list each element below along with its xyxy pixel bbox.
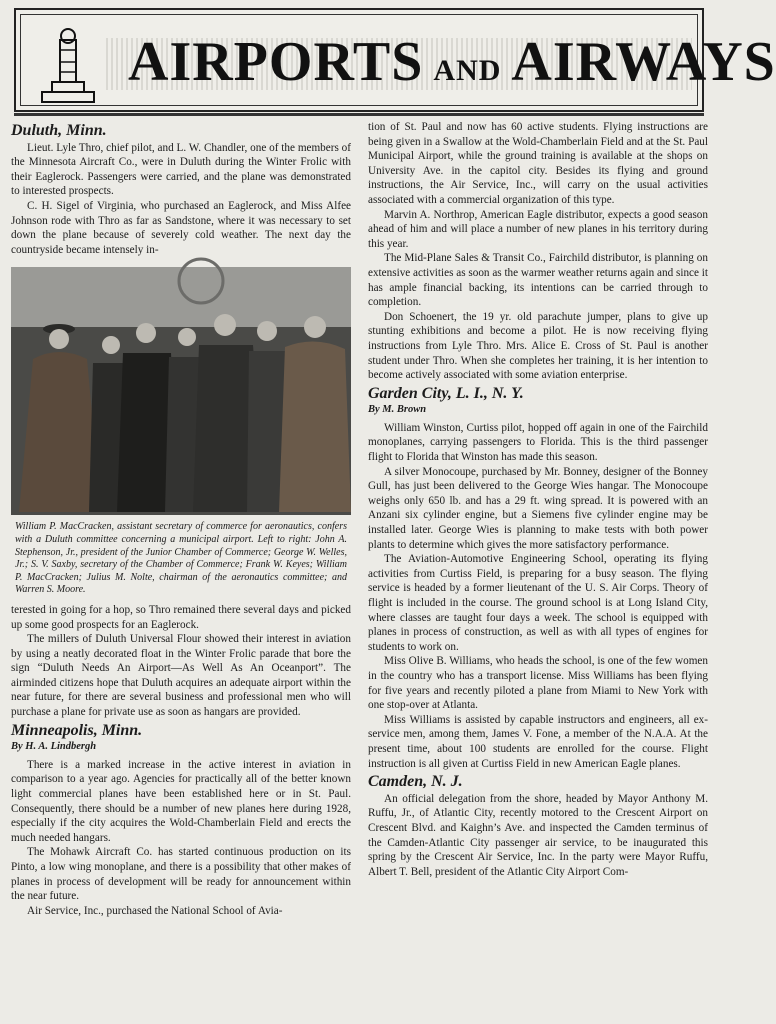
garden-city-byline: By M. Brown [368, 404, 427, 416]
minneapolis-paragraph-1: There is a marked increase in the active interest in aviation in comparison to a year ago. Agencies for practically all of the better known light commercial planes have been established here or in St. Paul. Consequently, there should be a number of new planes here during 1928, especially if the city acquires the Wold-Chamberlain Field and erects the much needed hangars. [11, 758, 351, 844]
delegation-photo [11, 267, 351, 515]
minneapolis-continued-paragraph-1: tion of St. Paul and now has 60 active students. Flying instructions are being given in a Swallow at the Wold-Chamberlain Field and at the St. Paul Municipal Airport, while the ground training is available at the shops on University Ave. in the capitol city. Besides its flying and ground instructions, the Air Service, Inc., will carry on the usual activities associated with a commercial organization of this type. [368, 121, 708, 206]
masthead-word-airports: AIRPORTS [128, 31, 424, 93]
duluth-paragraph-3: terested in going for a hop, so Thro remained there several days and picked up some good prospects for an Eaglerock. [11, 603, 351, 631]
masthead-rule [14, 113, 704, 116]
right-column [368, 120, 708, 1020]
duluth-paragraph-1: Lieut. Lyle Thro, chief pilot, and L. W. Chandler, one of the members of the Minnesota Aircraft Co., were in Duluth during the Winter Frolic with their Eaglerock. Passengers were carried, and the plane was demonstrated to interested prospects. [11, 141, 351, 198]
camden-paragraph-1: An official delegation from the shore, headed by Mayor Anthony M. Ruffu, Jr., of Atlantic City, recently motored to the Crescent Airport on Crescent Blvd. and Kaighn’s Ave. and inspected the Camden terminus of the Camden-Atlantic City passenger air service, to be inaugurated this spring by the Crescent Air Service, Inc. In the party were Mayor Ruffu, Albert T. Bell, president of the Atlantic City Airport Com- [368, 792, 708, 878]
masthead-banner [14, 8, 776, 112]
duluth-paragraph-4: The millers of Duluth Universal Flour showed their interest in aviation by using a neatly decorated float in the Winter Frolic parade that bore the sign “Duluth Needs An Airport—As Well As An Oceanport”. The airminded citizens hope that Duluth acquires an adequate airport within the near future, for there are several business and professional men who will purchase a plane for private use as soon as hangars are provided. [11, 633, 351, 719]
masthead-title [128, 30, 776, 100]
duluth-heading: Duluth, Minn. [11, 122, 107, 139]
garden-city-paragraph-4: Miss Olive B. Williams, who heads the school, is one of the few women in the country who has a transport license. Miss Williams has been flying for five years and recently piloted a plane from Miami to New York with one stop-over at Atlanta. [368, 655, 708, 712]
garden-city-paragraph-1: William Winston, Curtiss pilot, hopped off again in one of the Fairchild monoplanes, carrying passengers to Florida. This is the third passenger flight to Florida that Winston has made this season. [368, 421, 708, 464]
garden-city-paragraph-3: The Aviation-Automotive Engineering School, operating its flying activities from Curtiss Field, is preparing for a busy season. The flying service is headed by a former lieutenant of the U. S. Air Corps. Theory of flight is included in the course. The ground school is at Long Island City, where classes are taught four days a week. The school is equipped with planes in process of construction, as well as with all types of engines for students to work on. [368, 553, 708, 653]
delegation-photo-caption: William P. MacCracken, assistant secretary of commerce for aeronautics, confers with a Duluth committee concerning a municipal airport. Left to right: John A. Stephenson, Jr., president of the Junior Chamber of Commerce; George W. Welles, Jr.; S. V. Saxby, secretary of the Chamber of Commerce; Frank W. Keyes; William P. MacCracken; Julius M. Nolte, chairman of the aeronautics committee; and Warren S. Moore. [15, 521, 347, 596]
garden-city-paragraph-2: A silver Monocoupe, purchased by Mr. Bonney, designer of the Bonney Gull, has just been delivered to the George Wies hangar. The Monocoupe weighs only 650 lb. and has a 29 ft. wing spread. It is powered with an Anzani six cylinder engine, but a Siemens five cylinder engine may be installed later. George Wies is planning to make tests with both power plants to determine which gives the more satisfactory performance. [368, 465, 708, 551]
garden-city-heading: Garden City, L. I., N. Y. [368, 384, 524, 402]
left-column [11, 120, 351, 1020]
minneapolis-byline: By H. A. Lindbergh [11, 741, 97, 753]
duluth-paragraph-2: C. H. Sigel of Virginia, who purchased an Eaglerock, and Miss Alfee Johnson rode with Thro as far as Sandstone, where it was necessary to set down the plane because of severely cold weather. The next day the countryside became intensely in- [11, 199, 351, 256]
camden-heading: Camden, N. J. [368, 773, 463, 791]
minneapolis-paragraph-3: Air Service, Inc., purchased the National School of Avia- [27, 904, 283, 917]
masthead-word-airways: AIRWAYS [511, 31, 776, 93]
minneapolis-continued-paragraph-3: The Mid-Plane Sales & Transit Co., Fairchild distributor, is planning on extensive activities as soon as the warmer weather returns again and since it has ample financial backing, its intentions can be carried through to completion. [368, 252, 708, 309]
masthead-word-and: AND [433, 54, 502, 87]
delegation-photo-figures [11, 267, 351, 515]
minneapolis-paragraph-2: The Mohawk Aircraft Co. has started continuous production on its Pinto, a low wing monoplane, and there is a possibility that other makes of planes in process of development will be ready for announcement within the near future. [11, 846, 351, 903]
minneapolis-heading: Minneapolis, Minn. [11, 721, 143, 739]
minneapolis-continued-paragraph-2: Marvin A. Northrop, American Eagle distributor, expects a good season ahead of him and will place a number of new planes in his territory during this year. [368, 208, 708, 250]
beacon-tower-icon [38, 26, 98, 106]
minneapolis-continued-paragraph-4: Don Schoenert, the 19 yr. old parachute jumper, plans to give up stunting exhibitions and become a pilot. He is now receiving flying instructions from Lyle Thro. Mrs. Alice E. Cross of St. Paul is another student under Thro. When she completes her training, it is her intention to become actively associated with some aviation enterprise. [368, 310, 708, 382]
garden-city-paragraph-5: Miss Williams is assisted by capable instructors and engineers, all ex-service men, among them, James V. Fone, a member of the N.A.A. At the present time, about 100 students are enrolled for the course. Flight instruction is all given at Curtiss Field in new American Eagle planes. [368, 713, 708, 770]
